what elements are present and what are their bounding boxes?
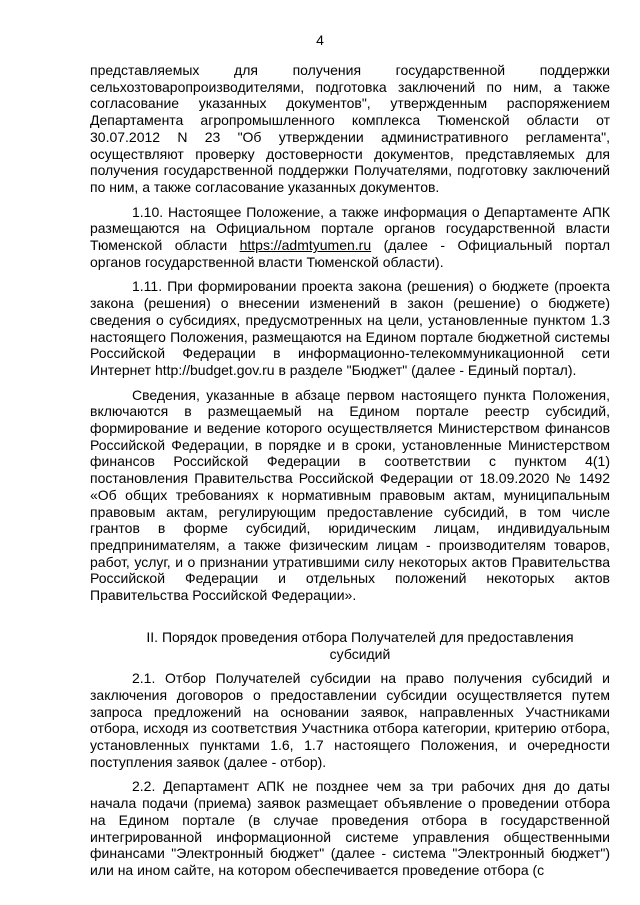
paragraph-registry-info: Сведения, указанные в абзаце первом настоящего пункта Положения, включаются в размещаемый на Едином портале реестр субсидий, формирование и ведение которого осуществляется Министерством финансов Российской Федерации, в порядке и в сроки, установленные Министерством финансов Российской Федерации в соответствии с пунктом 4(1) постановления Правительства Российской Федерации от 18.09.2020 № 1492 «Об общих требованиях к нормативным правовым актам, муниципальным правовым актам, регулирующим предоставление субсидий, в том числе грантов в форме субсидий, юридическим лицам, индивидуальным предпринимателям, а также физическим лицам - производителям товаров, работ, услуг, и о признании утратившими силу некоторых актов Правительства Российской Федерации и отдельных положений некоторых актов Правительства Российской Федерации». [90,386,610,604]
paragraph-1-10-text-end: (далее - Официальный портал органов государственной власти Тюменской области). [90,237,610,270]
paragraph-2-2: 2.2. Департамент АПК не позднее чем за три рабочих дня до даты начала подачи (приема) заявок размещает объявление о проведении отбора на Едином портале (в случае проведения отбора в государственной интегрированной информационной системе управления общественными финансами "Электронный бюджет" (далее - система "Электронный бюджет") или на ином сайте, на котором обеспечивается проведение отбора (с [90,778,610,878]
section-heading: II. Порядок проведения отбора Получателей для предоставления субсидий [146,628,574,662]
page-number: 4 [316,32,324,48]
paragraph-1-11: 1.11. При формировании проекта закона (решения) о бюджете (проекта закона (решения) о внесении изменений в закон (решение) о бюджете) сведения о субсидиях, предусмотренных на цели, установленные пунктом 1.3 настоящего Положения, размещаются на Едином портале бюджетной системы Российской Федерации в информационно-телекоммуникационной сети Интернет http://budget.gov.ru в разделе "Бюджет" (далее - Единый портал). [90,278,610,378]
paragraph-2-1: 2.1. Отбор Получателей субсидии на право получения субсидий и заключения договоров о предоставлении субсидии осуществляется путем запроса предложений на основании заявок, направленных Участниками отбора, исходя из соответствия Участника отбора категории, критерию отбора, установленных пунктами 1.6, 1.7 настоящего Положения, и очередности поступления заявок (далее - отбор). [90,670,610,770]
document-body [90,62,610,879]
paragraph-1-10 [90,204,610,271]
admtyumen-link[interactable]: https://admtyumen.ru [239,237,372,254]
paragraph-continuation: представляемых для получения государственной поддержки сельхозтоваропроизводителями, подготовка заключений по ним, а также согласование указанных документов", утвержденным распоряжением Департамента агропромышленного комплекса Тюменской области от 30.07.2012 N 23 "Об утверждении административного регламента", осуществляют проверку достоверности документов, представляемых для получения государственной поддержки Получателями, подготовку заключений по ним, а также согласование указанных документов. [90,62,610,195]
paragraph-1-10-text-start: 1.10. Настоящее Положение, а также информация о Департаменте АПК размещаются на Официальном портале органов государственной власти Тюменской области [90,203,610,254]
